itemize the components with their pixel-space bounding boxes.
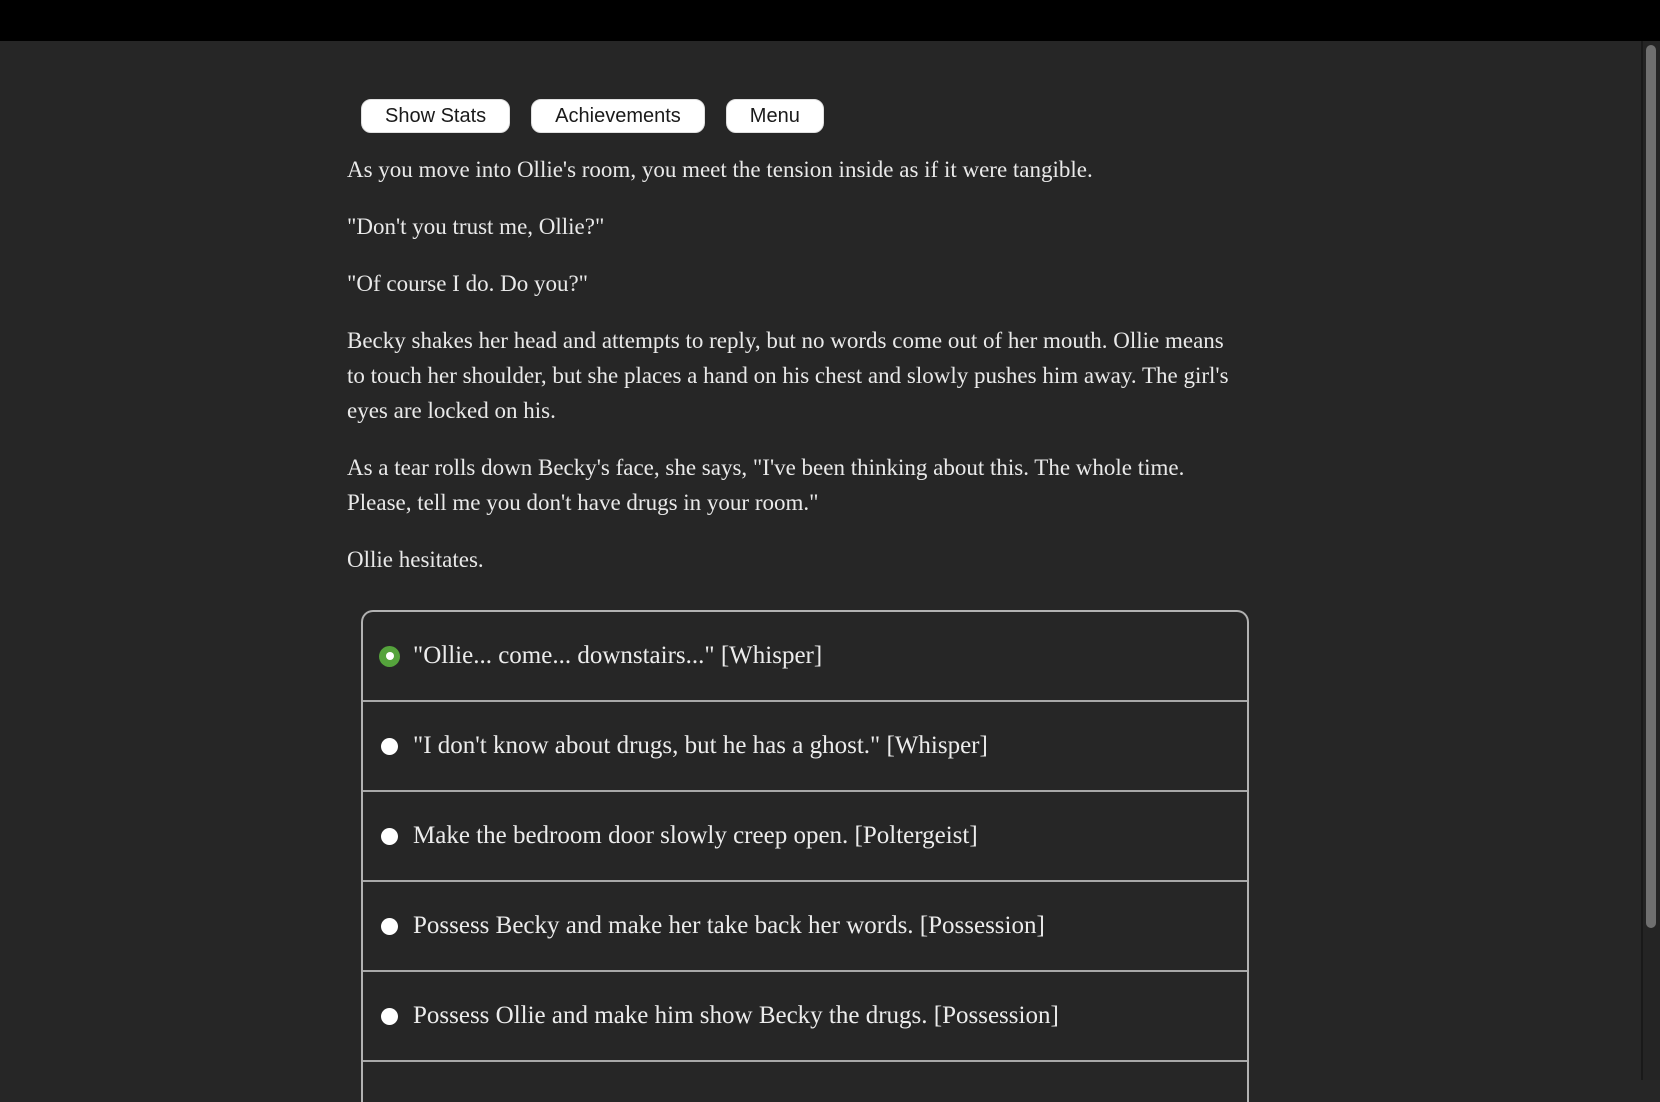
show-stats-button[interactable]: Show Stats: [361, 99, 510, 133]
radio-icon[interactable]: [381, 828, 398, 845]
radio-selected-icon[interactable]: [379, 646, 400, 667]
radio-icon[interactable]: [381, 1008, 398, 1025]
choice-option-label: Make the bedroom door slowly creep open. [Poltergeist]: [413, 822, 978, 849]
story-paragraph-3: "Of course I do. Do you?": [347, 271, 589, 296]
choice-option-label: Possess Becky and make her take back her words. [Possession]: [413, 912, 1045, 939]
radio-icon[interactable]: [381, 918, 398, 935]
choice-option-label: Possess Ollie and make him show Becky the drugs. [Possession]: [413, 1002, 1059, 1029]
choice-option-2[interactable]: [363, 700, 1247, 790]
choice-list: [361, 610, 1249, 1102]
menu-button[interactable]: Menu: [726, 99, 824, 133]
story-paragraph-2: "Don't you trust me, Ollie?": [347, 214, 605, 239]
story-text: [347, 152, 1240, 577]
story-paragraph-5: As a tear rolls down Becky's face, she says, "I've been thinking about this. The whole time. Please, tell me you don't have drugs in your room.": [347, 455, 1185, 515]
choice-option-5[interactable]: [363, 970, 1247, 1060]
achievements-button[interactable]: Achievements: [531, 99, 705, 133]
top-black-bar: [0, 0, 1660, 41]
choice-option-partial[interactable]: [363, 1060, 1247, 1102]
radio-icon[interactable]: [381, 738, 398, 755]
story-paragraph-6: Ollie hesitates.: [347, 547, 484, 572]
scrollbar-track[interactable]: [1641, 41, 1660, 1080]
story-paragraph-1: As you move into Ollie's room, you meet the tension inside as if it were tangible.: [347, 157, 1093, 182]
choice-option-4[interactable]: [363, 880, 1247, 970]
choice-option-label: "Ollie... come... downstairs..." [Whisper]: [413, 642, 823, 669]
toolbar: [361, 99, 1240, 133]
choice-option-1[interactable]: [363, 612, 1247, 700]
story-paragraph-4: Becky shakes her head and attempts to reply, but no words come out of her mouth. Ollie means to touch her shoulder, but she places a hand on his chest and slowly pushes him away. The girl's eyes are locked on his.: [347, 328, 1229, 423]
scrollbar-thumb[interactable]: [1646, 45, 1656, 928]
choice-option-label: "I don't know about drugs, but he has a ghost." [Whisper]: [413, 732, 988, 759]
game-content: [347, 41, 1240, 1102]
choice-option-3[interactable]: [363, 790, 1247, 880]
